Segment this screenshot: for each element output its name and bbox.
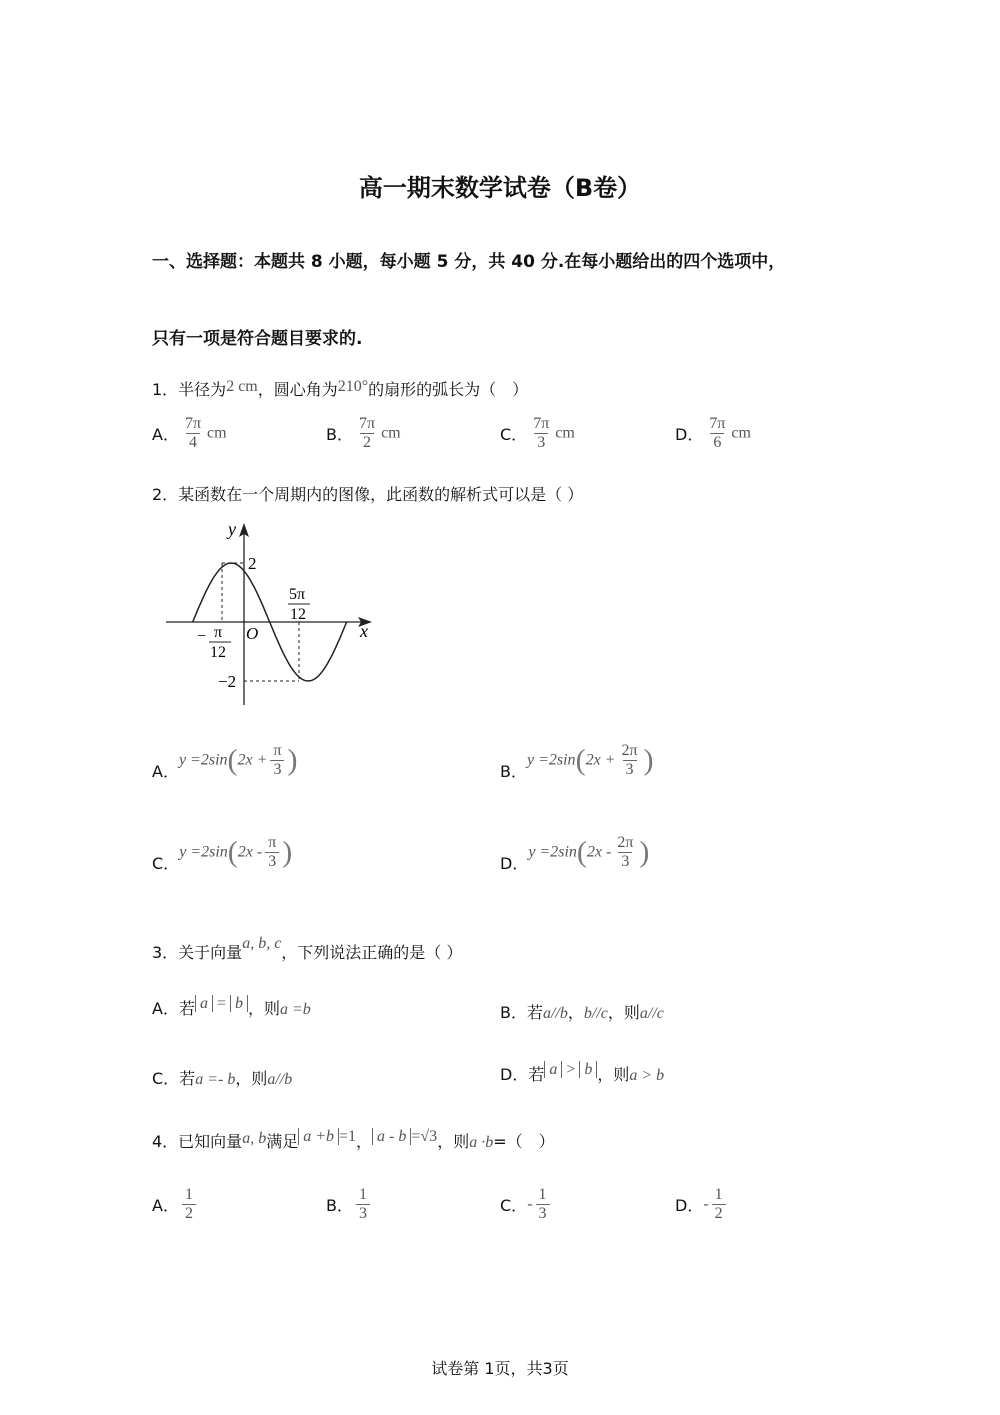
- fraction: [356, 415, 378, 452]
- function-lead: y =2sin: [526, 751, 576, 769]
- left-paren: (: [227, 835, 238, 869]
- q1-prefix: 1．半径为: [152, 380, 227, 399]
- x-axis-label: x: [360, 621, 368, 641]
- then: ，则: [247, 999, 280, 1018]
- equals: =: [216, 995, 226, 1012]
- greater-than: >: [566, 1061, 576, 1078]
- numerator: π: [273, 742, 282, 759]
- q1-option-d[interactable]: [675, 415, 751, 452]
- numerator: 1: [538, 1186, 547, 1203]
- option-label: A．: [152, 425, 179, 444]
- option-label: D．: [675, 425, 704, 444]
- denominator: 3: [356, 1204, 370, 1223]
- question-4-stem: [152, 1128, 555, 1152]
- unit: cm: [381, 424, 401, 442]
- option-label: D．若: [500, 1065, 545, 1084]
- eq-1: =1: [339, 1128, 357, 1145]
- function-inner: 2x +: [237, 751, 268, 769]
- option-label: D．: [675, 1196, 704, 1215]
- q2-option-c[interactable]: [152, 834, 292, 874]
- q4-option-a[interactable]: [152, 1186, 199, 1223]
- numerator: 1: [358, 1186, 367, 1203]
- q1-option-a[interactable]: [152, 415, 227, 452]
- fraction: [712, 1186, 726, 1223]
- abs-diff: a - b: [372, 1128, 411, 1145]
- question-2-stem: 2．某函数在一个周期内的图像，此函数的解析式可以是（ ）: [152, 485, 584, 504]
- left-paren: (: [576, 835, 587, 869]
- q4-mid2: ，则: [437, 1132, 470, 1151]
- unit: cm: [555, 424, 575, 442]
- denominator: 3: [534, 433, 548, 452]
- q1-suffix: 的扇形的弧长为（ ）: [368, 380, 529, 399]
- numerator: 7π: [533, 415, 550, 432]
- q1-option-c[interactable]: [500, 415, 575, 452]
- question-1-stem: [152, 377, 528, 400]
- q3-option-d[interactable]: [500, 1061, 664, 1085]
- left-paren: (: [227, 743, 238, 777]
- eq-2: =√3: [411, 1128, 438, 1145]
- function-lead: y =2sin: [179, 843, 228, 861]
- option-label: A．: [152, 762, 179, 781]
- dot-product: a ·b: [469, 1134, 494, 1151]
- fraction: [530, 415, 552, 452]
- denominator: 3: [265, 852, 279, 871]
- function-lead: y =2sin: [528, 843, 577, 861]
- q2-option-a[interactable]: [152, 742, 298, 782]
- cond-1: a//b: [542, 1005, 568, 1022]
- right-paren: ): [287, 743, 298, 777]
- abs-a: a: [195, 995, 213, 1012]
- q3-vars: a, b, c: [242, 935, 282, 952]
- numerator: 1: [184, 1186, 193, 1203]
- q1-radius: 2 cm: [226, 378, 258, 395]
- section-heading-line2: 只有一项是符合题目要求的.: [152, 329, 363, 349]
- q1-option-b[interactable]: [326, 415, 401, 452]
- right-paren: ): [282, 835, 293, 869]
- fraction: [182, 1186, 196, 1223]
- numerator: 1: [714, 1186, 723, 1203]
- q4-sep: ，: [356, 1132, 373, 1151]
- option-label: C．: [152, 854, 180, 873]
- left-tick-sign: −: [197, 628, 207, 645]
- denominator: 2: [712, 1204, 726, 1223]
- min-label: −2: [218, 672, 237, 691]
- function-inner: 2x -: [237, 843, 263, 861]
- then: ，则: [607, 1003, 640, 1022]
- numerator: 7π: [184, 415, 202, 432]
- sign: -: [527, 1195, 533, 1213]
- abs-b: b: [230, 995, 248, 1012]
- fraction: [182, 415, 204, 452]
- q3-suffix: ，下列说法正确的是（ ）: [281, 943, 463, 962]
- page-footer: 试卷第 1页，共3页: [431, 1359, 569, 1378]
- q3-option-b[interactable]: [500, 1000, 664, 1023]
- option-label: D．: [500, 854, 529, 873]
- denominator: 6: [710, 433, 724, 452]
- option-label: B．: [500, 762, 527, 781]
- right-tick-num: 5π: [289, 586, 306, 603]
- option-label: C．: [500, 1196, 528, 1215]
- denominator: 4: [186, 433, 200, 452]
- q4-option-d[interactable]: [675, 1186, 729, 1223]
- option-label: A．: [152, 1196, 179, 1215]
- denominator: 3: [536, 1204, 550, 1223]
- fraction: [265, 834, 279, 871]
- q3-option-c[interactable]: [152, 1066, 292, 1089]
- fraction: [614, 834, 636, 871]
- numerator: 2π: [621, 742, 638, 759]
- option-label: B．若: [500, 1003, 543, 1022]
- sine-graph: [160, 515, 380, 710]
- left-paren: (: [575, 743, 586, 777]
- fraction: [536, 1186, 550, 1223]
- numerator: 7π: [709, 415, 726, 432]
- denominator: 2: [182, 1204, 196, 1223]
- section-heading-line1: 一、选择题：本题共 8 小题，每小题 5 分，共 40 分.在每小题给出的四个选项中，: [152, 252, 786, 272]
- right-paren: ): [639, 835, 650, 869]
- then: ，则: [235, 1069, 268, 1088]
- option-label: B．: [326, 1196, 353, 1215]
- cond-2: b//c: [583, 1005, 608, 1022]
- function-lead: y =2sin: [178, 751, 228, 769]
- function-inner: 2x +: [585, 751, 616, 769]
- option-label: A．若: [152, 999, 195, 1018]
- q4-option-b[interactable]: [326, 1186, 373, 1223]
- q1-middle: ，圆心角为: [257, 380, 338, 399]
- option-label: C．若: [152, 1069, 196, 1088]
- q1-angle: 210°: [337, 378, 369, 395]
- abs-sum: a +b: [298, 1128, 339, 1145]
- q4-option-c[interactable]: [500, 1186, 553, 1223]
- q4-vars: a, b: [242, 1130, 267, 1147]
- q3-option-a[interactable]: [152, 995, 311, 1019]
- result: a > b: [629, 1067, 665, 1084]
- unit: cm: [731, 424, 751, 442]
- origin-label: O: [246, 624, 259, 643]
- y-axis-label: y: [228, 519, 236, 539]
- question-3-stem: [152, 935, 462, 963]
- numerator: 7π: [358, 415, 376, 432]
- q4-prefix: 4．已知向量: [152, 1132, 243, 1151]
- fraction: [706, 415, 728, 452]
- page-title: 高一期末数学试卷（B卷）: [358, 174, 642, 202]
- option-label: C．: [500, 425, 528, 444]
- numerator: π: [268, 834, 277, 851]
- denominator: 3: [618, 852, 632, 871]
- q2-option-d[interactable]: [500, 834, 649, 874]
- result: a =b: [280, 1001, 311, 1018]
- fraction: [618, 742, 640, 779]
- result: a//c: [639, 1005, 664, 1022]
- q2-option-b[interactable]: [500, 742, 654, 782]
- abs-a: a: [544, 1061, 562, 1078]
- denominator: 2: [360, 433, 374, 452]
- then: ，则: [597, 1065, 630, 1084]
- left-tick-num: π: [214, 624, 223, 641]
- right-tick-den: 12: [290, 606, 306, 623]
- function-inner: 2x -: [586, 843, 612, 861]
- fraction: [356, 1186, 370, 1223]
- denominator: 3: [623, 760, 637, 779]
- abs-b: b: [579, 1061, 597, 1078]
- left-tick-den: 12: [210, 644, 226, 661]
- q4-mid1: 满足: [266, 1132, 299, 1151]
- option-label: B．: [326, 425, 353, 444]
- condition: a =- b: [195, 1071, 236, 1088]
- max-label: 2: [248, 554, 257, 573]
- sign: -: [703, 1195, 709, 1213]
- separator: ，: [567, 1003, 584, 1022]
- result: a//b: [267, 1071, 293, 1088]
- fraction: [270, 742, 284, 779]
- denominator: 3: [270, 760, 284, 779]
- q3-prefix: 3．关于向量: [152, 943, 243, 962]
- numerator: 2π: [617, 834, 634, 851]
- unit: cm: [207, 424, 227, 442]
- right-paren: ): [643, 743, 654, 777]
- q4-suffix: =（ ）: [493, 1132, 555, 1151]
